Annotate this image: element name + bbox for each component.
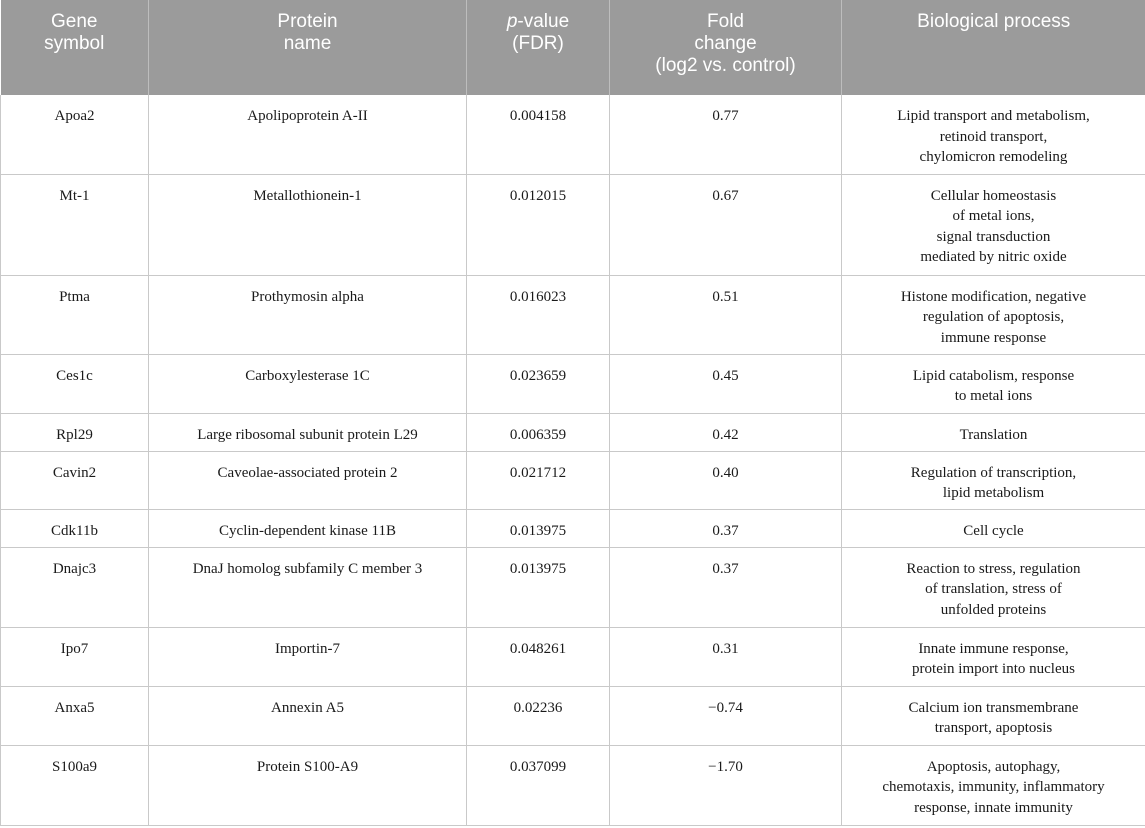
cell-protein-name: Prothymosin alpha bbox=[149, 275, 467, 354]
cell-gene-symbol: Cdk11b bbox=[1, 509, 149, 547]
process-line: immune response bbox=[940, 329, 1047, 346]
header-text: Gene bbox=[51, 11, 98, 32]
table-row bbox=[1, 627, 1145, 686]
cell-gene-symbol: Apoa2 bbox=[1, 95, 149, 174]
table-row bbox=[1, 451, 1145, 509]
process-line: chemotaxis, immunity, inflammatory bbox=[882, 779, 1105, 795]
process-line: to metal ions bbox=[954, 388, 1033, 404]
cell-gene-symbol: Mt-1 bbox=[1, 174, 149, 275]
process-line: Regulation of transcription, bbox=[910, 464, 1077, 481]
header-text: Biological process bbox=[917, 11, 1071, 32]
cell-pvalue: 0.02236 bbox=[467, 686, 610, 745]
header-text-italic: p bbox=[506, 11, 518, 32]
header-text bbox=[475, 11, 601, 33]
cell-pvalue: 0.012015 bbox=[467, 174, 610, 275]
table-row bbox=[1, 275, 1145, 354]
process-line: Cellular homeostasis bbox=[930, 187, 1057, 204]
cell-fold-change: −0.74 bbox=[610, 686, 842, 745]
cell-gene-symbol: Rpl29 bbox=[1, 413, 149, 451]
table-row bbox=[1, 413, 1145, 451]
process-line: of metal ions, bbox=[952, 208, 1035, 224]
cell-biological-process bbox=[842, 413, 1145, 451]
header-fold-change bbox=[610, 0, 842, 95]
cell-gene-symbol: Ipo7 bbox=[1, 627, 149, 686]
table-row bbox=[1, 174, 1145, 275]
cell-biological-process bbox=[842, 547, 1145, 627]
process-line: Histone modification, negative bbox=[900, 288, 1087, 305]
process-line: Reaction to stress, regulation bbox=[906, 560, 1081, 577]
cell-fold-change: 0.37 bbox=[610, 509, 842, 547]
header-text-rest: -value bbox=[517, 11, 570, 32]
cell-fold-change: 0.67 bbox=[610, 174, 842, 275]
table-row bbox=[1, 95, 1145, 174]
header-row bbox=[1, 0, 1145, 95]
cell-protein-name: Apolipoprotein A-II bbox=[149, 95, 467, 174]
cell-pvalue: 0.023659 bbox=[467, 354, 610, 413]
cell-fold-change: 0.45 bbox=[610, 354, 842, 413]
cell-fold-change: 0.42 bbox=[610, 413, 842, 451]
cell-gene-symbol: Anxa5 bbox=[1, 686, 149, 745]
cell-pvalue: 0.037099 bbox=[467, 745, 610, 825]
cell-fold-change: 0.51 bbox=[610, 275, 842, 354]
cell-fold-change: 0.31 bbox=[610, 627, 842, 686]
process-line: Innate immune response, bbox=[918, 640, 1069, 657]
cell-biological-process bbox=[842, 451, 1145, 509]
process-line: signal transduction bbox=[936, 228, 1051, 245]
header-gene-symbol bbox=[1, 0, 149, 95]
cell-pvalue: 0.006359 bbox=[467, 413, 610, 451]
header-text: Protein bbox=[277, 11, 338, 32]
process-line: mediated by nitric oxide bbox=[920, 249, 1067, 265]
cell-fold-change: −1.70 bbox=[610, 745, 842, 825]
header-biological-process bbox=[842, 0, 1145, 95]
cell-biological-process bbox=[842, 509, 1145, 547]
process-line: transport, apoptosis bbox=[934, 720, 1053, 736]
cell-biological-process bbox=[842, 354, 1145, 413]
process-line: lipid metabolism bbox=[942, 485, 1045, 501]
cell-biological-process bbox=[842, 686, 1145, 745]
cell-protein-name: Large ribosomal subunit protein L29 bbox=[149, 413, 467, 451]
process-line: Apoptosis, autophagy, bbox=[926, 758, 1061, 775]
cell-biological-process bbox=[842, 627, 1145, 686]
process-line: of translation, stress of bbox=[925, 581, 1062, 597]
cell-protein-name: Metallothionein-1 bbox=[149, 174, 467, 275]
cell-biological-process bbox=[842, 275, 1145, 354]
cell-biological-process bbox=[842, 95, 1145, 174]
process-line: Lipid catabolism, response bbox=[912, 367, 1075, 384]
header-text: (FDR) bbox=[512, 33, 564, 54]
cell-protein-name: Caveolae-associated protein 2 bbox=[149, 451, 467, 509]
cell-gene-symbol: Ces1c bbox=[1, 354, 149, 413]
process-line: protein import into nucleus bbox=[912, 661, 1075, 677]
cell-fold-change: 0.40 bbox=[610, 451, 842, 509]
header-text: symbol bbox=[44, 33, 105, 54]
header-text: Fold bbox=[707, 11, 744, 32]
cell-pvalue: 0.004158 bbox=[467, 95, 610, 174]
cell-pvalue: 0.021712 bbox=[467, 451, 610, 509]
cell-gene-symbol: Dnajc3 bbox=[1, 547, 149, 627]
process-line: Calcium ion transmembrane bbox=[908, 699, 1079, 716]
process-line: Cell cycle bbox=[963, 522, 1024, 539]
table-row bbox=[1, 547, 1145, 627]
process-line: Lipid transport and metabolism, bbox=[897, 108, 1090, 124]
header-protein-name bbox=[149, 0, 467, 95]
cell-gene-symbol: S100a9 bbox=[1, 745, 149, 825]
cell-protein-name: Annexin A5 bbox=[149, 686, 467, 745]
cell-gene-symbol: Ptma bbox=[1, 275, 149, 354]
table-body bbox=[1, 95, 1145, 825]
header-pvalue bbox=[467, 0, 610, 95]
cell-pvalue: 0.016023 bbox=[467, 275, 610, 354]
process-line: Translation bbox=[959, 426, 1028, 443]
cell-protein-name: Protein S100-A9 bbox=[149, 745, 467, 825]
cell-biological-process bbox=[842, 174, 1145, 275]
process-line: chylomicron remodeling bbox=[919, 149, 1068, 165]
cell-pvalue: 0.013975 bbox=[467, 547, 610, 627]
cell-pvalue: 0.048261 bbox=[467, 627, 610, 686]
header-text: (log2 vs. control) bbox=[655, 55, 796, 76]
process-line: retinoid transport, bbox=[939, 128, 1048, 145]
cell-fold-change: 0.77 bbox=[610, 95, 842, 174]
process-line: response, innate immunity bbox=[914, 799, 1073, 816]
table-row bbox=[1, 354, 1145, 413]
cell-pvalue: 0.013975 bbox=[467, 509, 610, 547]
process-line: unfolded proteins bbox=[940, 601, 1047, 618]
header-text: change bbox=[694, 33, 757, 54]
cell-gene-symbol: Cavin2 bbox=[1, 451, 149, 509]
table-header bbox=[1, 0, 1145, 95]
cell-fold-change: 0.37 bbox=[610, 547, 842, 627]
cell-protein-name: DnaJ homolog subfamily C member 3 bbox=[149, 547, 467, 627]
cell-protein-name: Importin-7 bbox=[149, 627, 467, 686]
table-row bbox=[1, 686, 1145, 745]
process-line: regulation of apoptosis, bbox=[922, 309, 1065, 325]
cell-biological-process bbox=[842, 745, 1145, 825]
cell-protein-name: Cyclin-dependent kinase 11B bbox=[149, 509, 467, 547]
table-row bbox=[1, 509, 1145, 547]
table-row bbox=[1, 745, 1145, 825]
header-text: name bbox=[283, 33, 332, 54]
cell-protein-name: Carboxylesterase 1C bbox=[149, 354, 467, 413]
